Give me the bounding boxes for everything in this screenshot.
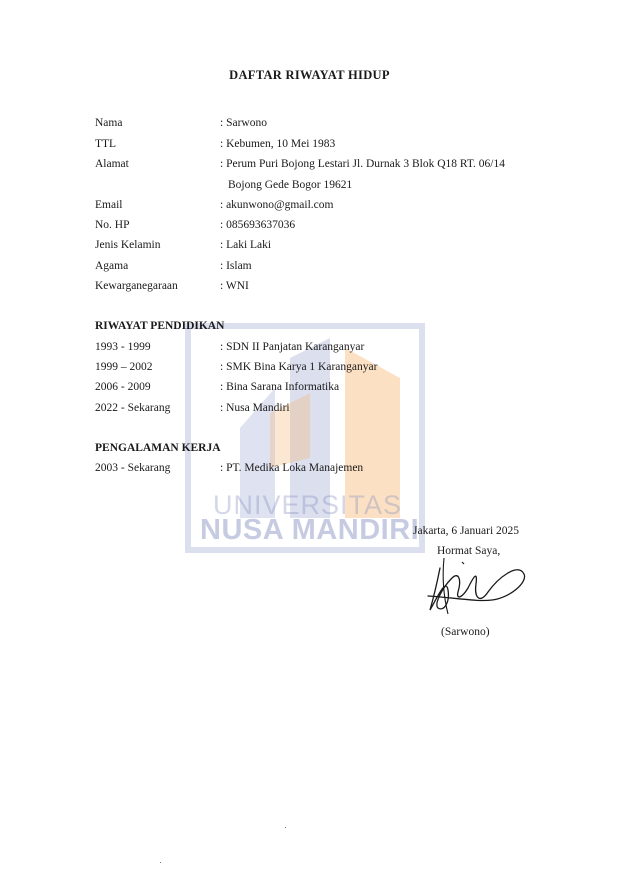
value-ttl: : Kebumen, 10 Mei 1983 bbox=[220, 138, 336, 150]
label-email: Email bbox=[95, 199, 123, 211]
value-agama: : Islam bbox=[220, 260, 252, 272]
closing-greeting: Hormat Saya, bbox=[437, 545, 501, 557]
value-alamat-line2: Bojong Gede Bogor 19621 bbox=[228, 179, 353, 191]
edu-period: 2022 - Sekarang bbox=[95, 402, 171, 414]
label-alamat: Alamat bbox=[95, 158, 129, 170]
education-heading: RIWAYAT PENDIDIKAN bbox=[95, 320, 225, 332]
label-jenis-kelamin: Jenis Kelamin bbox=[95, 239, 161, 251]
label-hp: No. HP bbox=[95, 219, 130, 231]
edu-period: 2006 - 2009 bbox=[95, 381, 151, 393]
label-agama: Agama bbox=[95, 260, 129, 272]
value-alamat: : Perum Puri Bojong Lestari Jl. Durnak 3 Blok Q18 RT. 06/14 bbox=[220, 158, 505, 170]
label-ttl: TTL bbox=[95, 138, 117, 150]
edu-place: : Bina Sarana Informatika bbox=[220, 381, 340, 393]
page-title: DAFTAR RIWAYAT HIDUP bbox=[229, 68, 390, 82]
signature bbox=[418, 548, 528, 623]
value-nama: : Sarwono bbox=[220, 117, 267, 129]
scan-speck bbox=[285, 827, 286, 828]
value-jenis-kelamin: : Laki Laki bbox=[220, 239, 272, 251]
value-kewarganegaraan: : WNI bbox=[220, 280, 249, 292]
edu-place: : SDN II Panjatan Karanganyar bbox=[220, 341, 365, 353]
value-hp: : 085693637036 bbox=[220, 219, 296, 231]
edu-place: : Nusa Mandiri bbox=[220, 402, 290, 414]
scan-speck bbox=[160, 862, 161, 863]
watermark-line1: UNIVERSITAS bbox=[213, 490, 403, 520]
watermark-line2: NUSA MANDIRI bbox=[200, 514, 420, 546]
edu-place: : SMK Bina Karya 1 Karanganyar bbox=[220, 361, 378, 373]
edu-period: 1999 – 2002 bbox=[95, 361, 153, 373]
exp-place: : PT. Medika Loka Manajemen bbox=[220, 462, 364, 474]
label-kewarganegaraan: Kewarganegaraan bbox=[95, 280, 178, 292]
signer-name: (Sarwono) bbox=[441, 626, 490, 638]
edu-period: 1993 - 1999 bbox=[95, 341, 151, 353]
label-nama: Nama bbox=[95, 117, 123, 129]
experience-heading: PENGALAMAN KERJA bbox=[95, 442, 221, 454]
exp-period: 2003 - Sekarang bbox=[95, 462, 171, 474]
place-date: Jakarta, 6 Januari 2025 bbox=[413, 525, 520, 537]
value-email: : akunwono@gmail.com bbox=[220, 199, 334, 211]
